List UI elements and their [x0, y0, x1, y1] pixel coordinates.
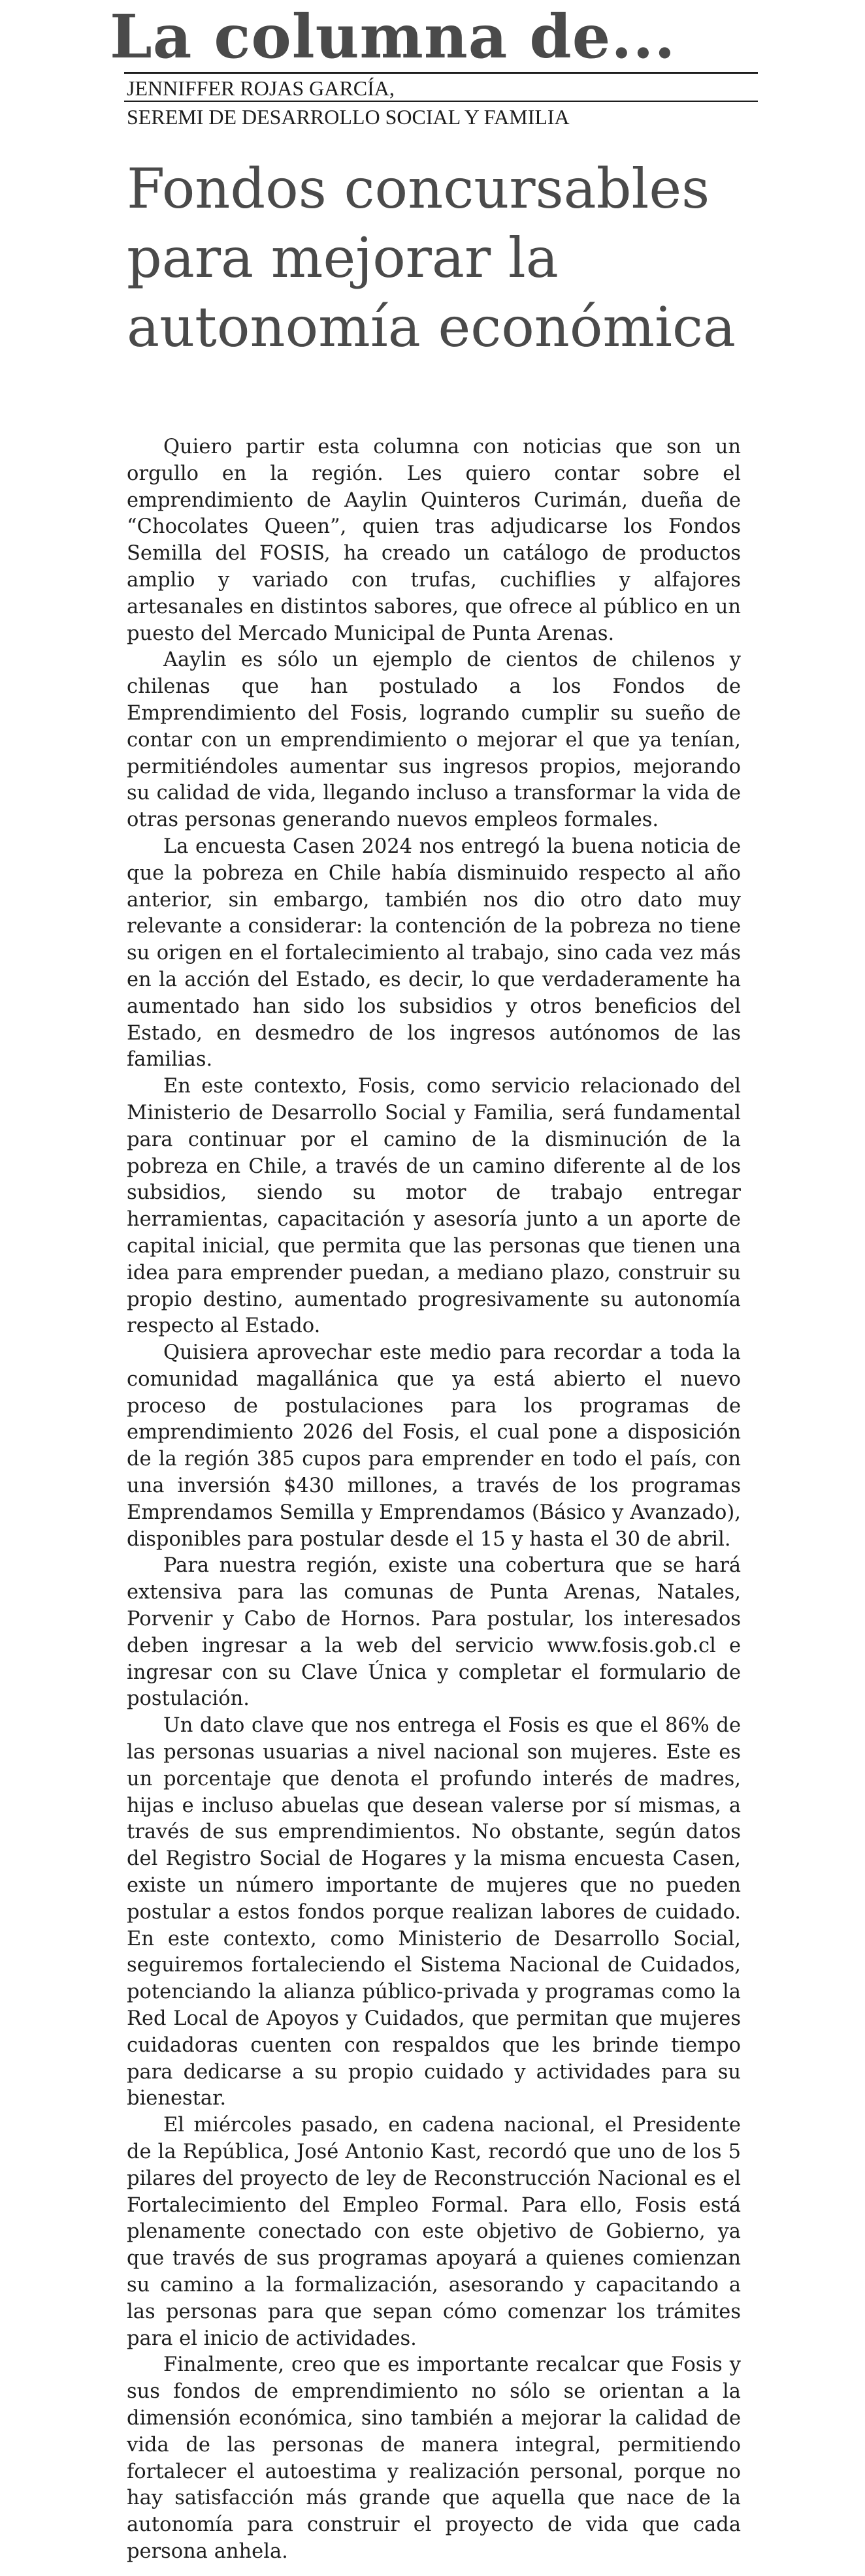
- article-paragraph: En este contexto, Fosis, como servicio relacionado del Ministerio de Desarrollo Social y Familia, será fundamental para continuar por el camino de la disminución de la pobreza en Chile, a través de un camino diferente al de los subsidios, siendo su motor de trabajo entregar herramientas, capacitación y asesoría junto a un aporte de capital inicial, que permita que las personas que tienen una idea para emprender puedan, a mediano plazo, construir su propio destino, aumentado progresivamente su autonomía respecto al Estado.: [127, 1075, 741, 1338]
- article-paragraph: Quisiera aprovechar este medio para recordar a toda la comunidad magallánica que ya está abierto el nuevo proceso de postulaciones para los programas de emprendimiento 2026 del Fosis, el cual pone a disposición de la región 385 cupos para emprender en todo el país, con una inversión $430 millones, a través de los programas Emprendamos Semilla y Emprendamos (Básico y Avanzado), disponibles para postular desde el 15 y hasta el 30 de abril.: [127, 1341, 741, 1551]
- author-name: JENNIFFER ROJAS GARCÍA,: [127, 76, 395, 100]
- article-paragraph: El miércoles pasado, en cadena nacional, el Presidente de la República, José Antonio Kast, recordó que uno de los 5 pilares del proyecto de ley de Reconstrucción Nacional es el Fortalecimiento del Empleo Formal. Para ello, Fosis está plenamente conectado con este objetivo de Gobierno, ya que través de sus programas apoyará a quienes comienzan su camino a la formalización, asesorando y capacitando a las personas para que sepan cómo comenzar los trámites para el inicio de actividades.: [127, 2114, 741, 2350]
- article-body: [127, 434, 741, 2566]
- article-paragraph: La encuesta Casen 2024 nos entregó la buena noticia de que la pobreza en Chile había disminuido respecto al año anterior, sin embargo, también nos dio otro dato muy relevante a considerar: la contención de la pobreza no tiene su origen en el fortalecimiento al trabajo, sino cada vez más en la acción del Estado, es decir, lo que verdaderamente ha aumentado han sido los subsidios y otros beneficios del Estado, en desmedro de los ingresos autónomos de las familias.: [127, 835, 741, 1072]
- section-title: La columna de...: [110, 1, 676, 72]
- article-paragraph: Aaylin es sólo un ejemplo de cientos de chilenos y chilenas que han postulado a los Fondos de Emprendimiento del Fosis, logrando cumplir su sueño de contar con un emprendimiento o mejorar el que ya tenían, permitiéndoles aumentar sus ingresos propios, mejorando su calidad de vida, llegando incluso a transformar la vida de otras personas generando nuevos empleos formales.: [127, 648, 741, 832]
- article-paragraph: Un dato clave que nos entrega el Fosis es que el 86% de las personas usuarias a nivel nacional son mujeres. Este es un porcentaje que denota el profundo interés de madres, hijas e incluso abuelas que desean valerse por sí mismas, a través de sus emprendimientos. No obstante, según datos del Registro Social de Hogares y la misma encuesta Casen, existe un número importante de mujeres que no pueden postular a estos fondos porque realizan labores de cuidado. En este contexto, como Ministerio de Desarrollo Social, seguiremos fortaleciendo el Sistema Nacional de Cuidados, potenciando la alianza público-privada y programas como la Red Local de Apoyos y Cuidados, que permitan que mujeres cuidadoras cuenten con respaldos que les brinde tiempo para dedicarse a su propio cuidado y actividades para su bienestar.: [127, 1714, 741, 2110]
- article-headline: Fondos concursables para mejorar la autonomía económica: [127, 157, 736, 359]
- article-paragraph: Para nuestra región, existe una cobertura que se hará extensiva para las comunas de Punta Arenas, Natales, Porvenir y Cabo de Hornos. Para postular, los interesados deben ingresar a la web del servicio www.fosis.gob.cl e ingresar con su Clave Única y completar el formulario de postulación.: [127, 1554, 741, 1711]
- article-paragraph: Quiero partir esta columna con noticias que son un orgullo en la región. Les quiero contar sobre el emprendimiento de Aaylin Quinteros Curimán, dueña de “Chocolates Queen”, quien tras adjudicarse los Fondos Semilla del FOSIS, ha creado un catálogo de productos amplio y variado con trufas, cuchiflies y alfajores artesanales en distintos sabores, que ofrece al público en un puesto del Mercado Municipal de Punta Arenas.: [127, 436, 741, 645]
- header-bottom-rule: [124, 101, 758, 102]
- header-top-rule: [124, 72, 758, 74]
- author-role: SEREMI DE DESARROLLO SOCIAL Y FAMILIA: [127, 105, 570, 129]
- article-paragraph: Finalmente, creo que es importante recalcar que Fosis y sus fondos de emprendimiento no sólo se orientan a la dimensión económica, sino también a mejorar la calidad de vida de las personas de manera integral, permitiendo fortalecer el autoestima y realización personal, porque no hay satisfacción más grande que aquella que nace de la autonomía para construir el proyecto de vida que cada persona anhela.: [127, 2353, 741, 2563]
